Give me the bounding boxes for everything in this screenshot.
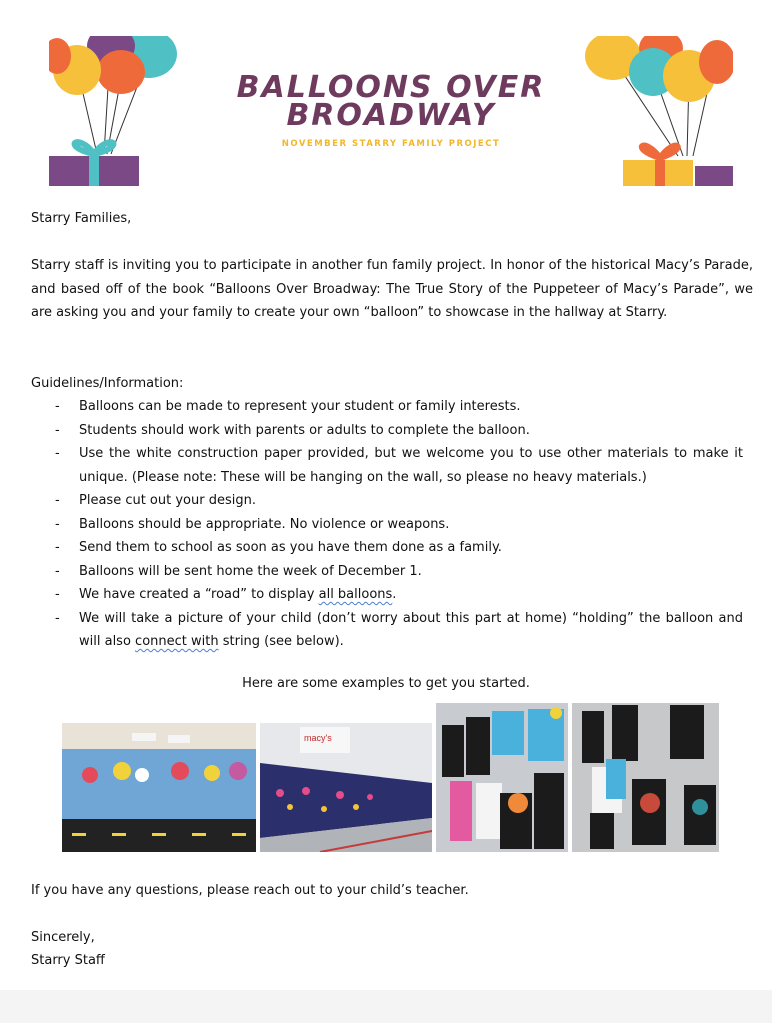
closing: Sincerely, xyxy=(31,930,95,945)
intro-paragraph: Starry staff is inviting you to participate in another fun family project. In honor of the historical Macy’s Parade, and based off of the book “Balloons Over Broadway: The True Story of the Puppeteer of Macy’s Parade”, we are asking you and your family to create your own “balloon” to showcase in the hallway at Starry. xyxy=(31,258,753,320)
picture-text-end: string (see below). xyxy=(218,634,344,649)
spellcheck-squiggle: all balloons xyxy=(318,587,393,602)
list-item: - Students should work with parents or adults to complete the balloon. xyxy=(31,419,743,443)
guidelines-heading: Guidelines/Information: xyxy=(31,376,184,391)
banner-title-line-2: BROADWAY xyxy=(286,98,496,133)
hallway-mural-icon xyxy=(260,723,432,852)
list-item: - Balloons will be sent home the week of December 1. xyxy=(31,560,743,584)
example-photo-wall-art-1 xyxy=(436,703,568,852)
guidelines-list xyxy=(31,395,743,654)
list-item: - Balloons can be made to represent your student or family interests. xyxy=(31,395,743,419)
list-item: - Send them to school as soon as you have them done as a family. xyxy=(31,536,743,560)
example-photo-hallway-mural xyxy=(260,723,432,852)
list-item xyxy=(31,583,743,607)
macys-sign-text: macy's xyxy=(304,733,332,743)
road-text-end: . xyxy=(392,587,397,602)
banner-title-line-1: BALLOONS OVER xyxy=(236,70,546,105)
road-text: We have created a “road” to display xyxy=(79,587,319,602)
balloons-gift-right-icon xyxy=(583,36,733,186)
signature: Starry Staff xyxy=(31,953,105,968)
examples-heading: Here are some examples to get you started. xyxy=(242,676,530,691)
picture-text: We will take a picture of your child (don’t worry about this part at home) “holding” the balloon and will also xyxy=(79,610,743,649)
banner-subtitle: NOVEMBER STARRY FAMILY PROJECT xyxy=(281,139,501,149)
spellcheck-squiggle: connect with xyxy=(135,634,219,649)
example-photo-wall-art-2 xyxy=(572,703,719,852)
list-item xyxy=(31,607,743,654)
list-item: - Balloons should be appropriate. No violence or weapons. xyxy=(31,513,743,537)
list-item: - Use the white construction paper provided, but we welcome you to use other materials to make it unique. (Please note: These will be hanging on the wall, so please no heavy materials.) xyxy=(31,442,743,489)
example-photo-hallway-blue xyxy=(62,723,256,852)
balloons-gift-left-icon xyxy=(49,36,199,186)
header-banner xyxy=(49,36,733,186)
questions-line: If you have any questions, please reach out to your child’s teacher. xyxy=(31,883,469,898)
list-item: - Please cut out your design. xyxy=(31,489,743,513)
banner-title xyxy=(209,70,573,133)
greeting: Starry Families, xyxy=(31,211,132,226)
